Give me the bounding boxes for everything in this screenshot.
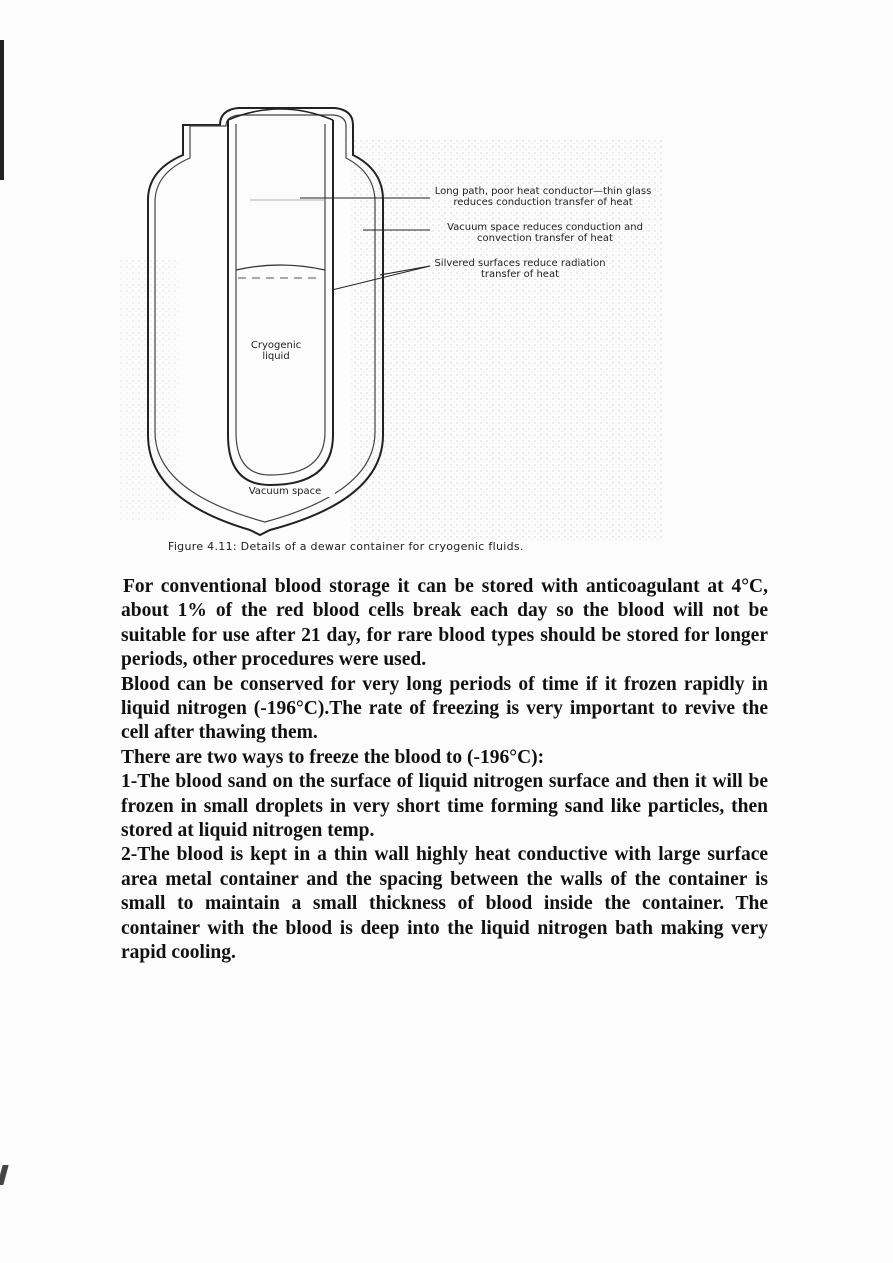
scan-noise <box>120 260 180 520</box>
dewar-diagram <box>120 80 665 560</box>
scan-corner-mark <box>0 1165 9 1185</box>
paragraph: 1-The blood sand on the surface of liquid nitrogen surface and then it will be frozen in small droplets in very short time forming sand like particles, then stored at liquid nitrogen temp. <box>121 771 768 842</box>
paragraph: For conventional blood storage it can be stored with anticoagulant at 4°C, about 1% of the red blood cells break each day so the blood will not be suitable for use after 21 day, for rare blood types should be stored for longer periods, other procedures were used. <box>121 576 768 671</box>
callout-neck: Long path, poor heat conductor—thin glass reduces conduction transfer of heat <box>434 186 652 208</box>
outer-wall-inner-line <box>155 115 375 522</box>
liquid-level <box>236 265 325 270</box>
body-text <box>121 575 768 966</box>
callout-silvered: Silvered surfaces reduce radiation transfer of heat <box>434 258 606 280</box>
callout-vacuum: Vacuum space reduces conduction and convection transfer of heat <box>447 222 643 244</box>
inner-wall <box>228 120 333 485</box>
scan-edge-mark <box>0 40 4 180</box>
paragraph: 2-The blood is kept in a thin wall highly heat conductive with large surface area metal container and the spacing between the walls of the container is small to maintain a small thickness of blood inside the container. The container with the blood is deep into the liquid nitrogen bath making very rapid cooling. <box>121 844 768 964</box>
paragraph: Blood can be conserved for very long periods of time if it frozen rapidly in liquid nitrogen (-196°C).The rate of freezing is very important to revive the cell after thawing them. <box>121 673 768 744</box>
inner-wall-inner-line <box>236 124 325 475</box>
label-vacuum-space: Vacuum space <box>235 486 335 497</box>
paragraph: There are two ways to freeze the blood to (-196°C): <box>121 746 545 768</box>
outer-wall <box>148 108 383 535</box>
label-cryogenic-liquid: Cryogenic liquid <box>246 340 306 362</box>
dewar-figure <box>120 80 665 560</box>
figure-caption: Figure 4.11: Details of a dewar container for cryogenic fluids. <box>168 540 524 553</box>
